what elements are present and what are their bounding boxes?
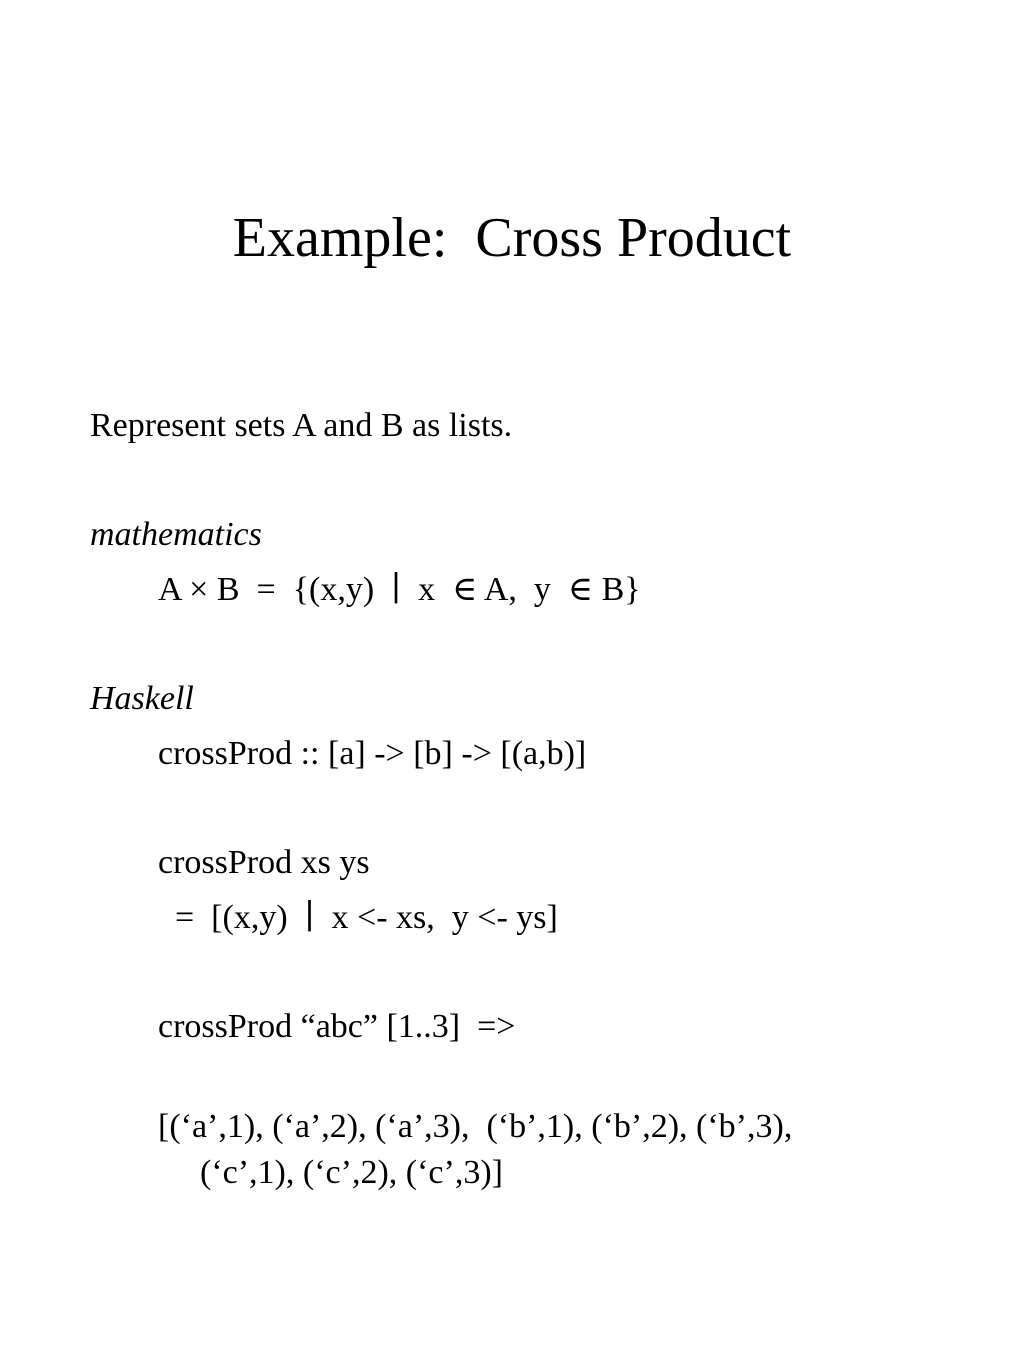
evaluation-example: crossProd “abc” [1..3] => xyxy=(158,1008,516,1045)
mathematics-heading: mathematics xyxy=(90,516,262,553)
result-line-1: [(‘a’,1), (‘a’,2), (‘a’,3), (‘b’,1), (‘b’,2), (‘b’,3), xyxy=(158,1108,793,1145)
math-formula: A × B = {(x,y) ∣ x ∈ A, y ∈ B} xyxy=(158,571,641,608)
intro-text: Represent sets A and B as lists. xyxy=(90,407,513,444)
type-signature: crossProd :: [a] -> [b] -> [(a,b)] xyxy=(158,735,587,772)
result-line-2: (‘c’,1), (‘c’,2), (‘c’,3)] xyxy=(200,1154,503,1191)
definition-line-1: crossProd xs ys xyxy=(158,844,370,881)
definition-line-2: = [(x,y) ∣ x <- xs, y <- ys] xyxy=(158,899,558,936)
haskell-heading: Haskell xyxy=(90,680,194,717)
slide-title: Example: Cross Product xyxy=(232,207,792,269)
